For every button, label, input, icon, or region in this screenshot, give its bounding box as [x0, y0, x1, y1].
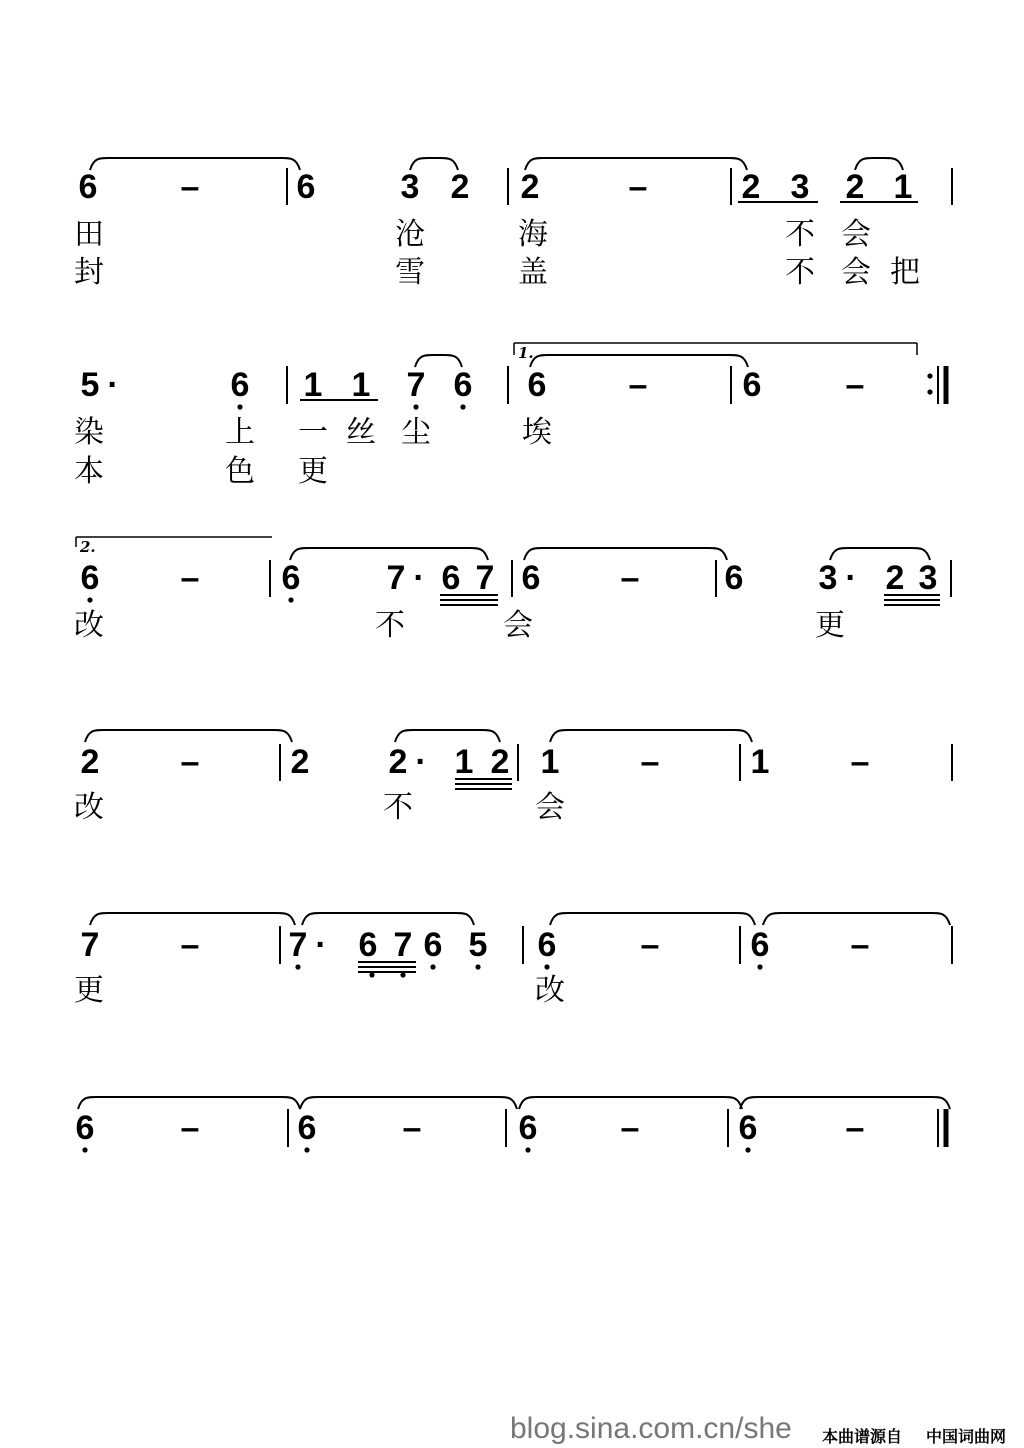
note: 1	[454, 743, 474, 781]
note: 2	[741, 168, 761, 206]
lyric: 不	[383, 790, 413, 825]
octave-dot	[525, 1147, 530, 1152]
note: 6	[230, 366, 250, 404]
note: 1	[893, 168, 913, 206]
note: 5	[80, 366, 100, 404]
footer-url: blog.sina.com.cn/she	[510, 1412, 792, 1445]
octave-dot	[237, 404, 242, 409]
octave-dot	[400, 972, 405, 977]
note: 6	[297, 1109, 317, 1147]
lyric: 不	[785, 255, 815, 290]
lyric: 盖	[518, 255, 548, 290]
slur	[740, 1097, 950, 1109]
note: 3	[918, 559, 938, 597]
dash-note: –	[850, 926, 870, 964]
footer-site: 中国词曲网	[926, 1427, 1007, 1446]
volta-second-ending-label: 2.	[80, 538, 96, 556]
dash-note: –	[620, 559, 640, 597]
octave-dot	[87, 597, 92, 602]
slur	[302, 913, 474, 925]
repeat-dot	[927, 389, 932, 394]
dash-note: –	[180, 168, 200, 206]
octave-dot	[288, 597, 293, 602]
octave-dot	[295, 964, 300, 969]
dash-note: –	[628, 366, 648, 404]
note: 3	[790, 168, 810, 206]
dash-note: –	[640, 926, 660, 964]
dotted-rhythm: ·	[315, 926, 327, 964]
note: 2	[845, 168, 865, 206]
lyric: 丝	[346, 415, 376, 450]
lyric: 会	[841, 255, 871, 290]
note: 6	[521, 559, 541, 597]
note: 6	[724, 559, 744, 597]
note: 6	[80, 559, 100, 597]
lyric: 改	[74, 608, 104, 643]
dash-note: –	[850, 743, 870, 781]
lyric: 封	[74, 255, 104, 290]
lyric: 会	[503, 608, 533, 643]
slur	[85, 730, 292, 742]
note: 3	[400, 168, 420, 206]
lyric: 本	[74, 454, 104, 489]
note: 6	[441, 559, 461, 597]
note: 6	[78, 168, 98, 206]
octave-dot	[304, 1147, 309, 1152]
octave-dot	[757, 964, 762, 969]
note: 2	[490, 743, 510, 781]
lyric: 染	[74, 415, 104, 450]
note: 7	[406, 366, 426, 404]
dotted-rhythm: ·	[107, 366, 119, 404]
octave-dot	[430, 964, 435, 969]
note: 2	[80, 743, 100, 781]
slur	[519, 1097, 742, 1109]
lyric: 海	[518, 217, 548, 252]
lyric: 把	[890, 255, 920, 290]
lyric: 更	[74, 973, 104, 1008]
note: 2	[388, 743, 408, 781]
note: 2	[290, 743, 310, 781]
note: 7	[288, 926, 308, 964]
lyric: 不	[375, 608, 405, 643]
lyric: 色	[225, 454, 255, 489]
volta-first-ending-label: 1.	[518, 344, 534, 362]
note: 1	[351, 366, 371, 404]
note: 6	[750, 926, 770, 964]
dash-note: –	[180, 1109, 200, 1147]
note: 1	[540, 743, 560, 781]
note: 6	[527, 366, 547, 404]
lyric: 尘	[401, 415, 431, 450]
footer	[510, 1412, 1024, 1448]
lyric: 不	[785, 217, 815, 252]
note: 6	[75, 1109, 95, 1147]
note: 1	[750, 743, 770, 781]
lyric: 会	[841, 217, 871, 252]
footer-source: 本曲谱源自	[816, 1424, 908, 1447]
note: 7	[80, 926, 100, 964]
note: 6	[358, 926, 378, 964]
slur	[763, 913, 950, 925]
note: 6	[518, 1109, 538, 1147]
dash-note: –	[180, 743, 200, 781]
lyric: 改	[535, 973, 565, 1008]
note: 3	[818, 559, 838, 597]
lyric: 雪	[395, 255, 425, 290]
dash-note: –	[402, 1109, 422, 1147]
dash-note: –	[180, 926, 200, 964]
lyric: 改	[74, 790, 104, 825]
note: 6	[453, 366, 473, 404]
dash-note: –	[628, 168, 648, 206]
slur	[78, 1097, 300, 1109]
note: 1	[303, 366, 323, 404]
octave-dot	[82, 1147, 87, 1152]
lyric: 上	[225, 415, 255, 450]
lyric: 田	[74, 217, 104, 252]
octave-dot	[745, 1147, 750, 1152]
note: 6	[281, 559, 301, 597]
dotted-rhythm: ·	[845, 559, 857, 597]
note: 7	[386, 559, 406, 597]
note: 5	[468, 926, 488, 964]
octave-dot	[544, 964, 549, 969]
note: 2	[450, 168, 470, 206]
slur	[395, 730, 500, 742]
octave-dot	[413, 404, 418, 409]
octave-dot	[475, 964, 480, 969]
octave-dot	[460, 404, 465, 409]
dotted-rhythm: ·	[413, 559, 425, 597]
note: 7	[393, 926, 413, 964]
lyric: 更	[298, 454, 328, 489]
slur	[90, 913, 295, 925]
note: 6	[423, 926, 443, 964]
note: 6	[296, 168, 316, 206]
octave-dot	[369, 972, 374, 977]
note: 7	[475, 559, 495, 597]
dash-note: –	[620, 1109, 640, 1147]
note: 6	[537, 926, 557, 964]
lyric: 一	[298, 415, 328, 450]
slur	[550, 913, 755, 925]
lyric: 会	[535, 790, 565, 825]
note: 2	[520, 168, 540, 206]
note: 2	[885, 559, 905, 597]
dash-note: –	[845, 1109, 865, 1147]
dash-note: –	[640, 743, 660, 781]
dash-note: –	[845, 366, 865, 404]
lyric: 沧	[395, 217, 425, 252]
dash-note: –	[180, 559, 200, 597]
lyric: 埃	[522, 415, 552, 450]
lyric: 更	[815, 608, 845, 643]
slur	[550, 730, 752, 742]
repeat-dot	[927, 373, 932, 378]
note: 6	[738, 1109, 758, 1147]
note: 6	[742, 366, 762, 404]
dotted-rhythm: ·	[415, 743, 427, 781]
slur	[300, 1097, 517, 1109]
